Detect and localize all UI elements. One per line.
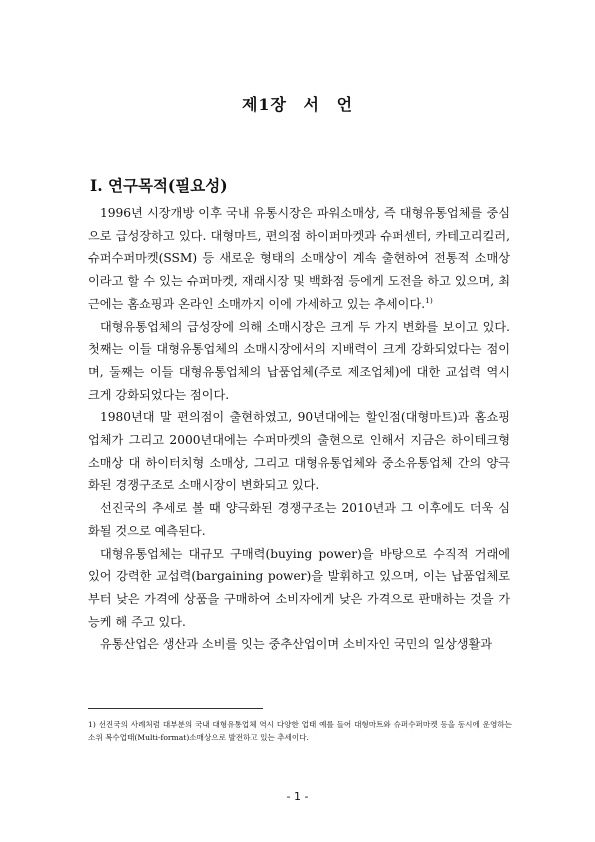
section-heading: Ⅰ. 연구목적(필요성) [90,176,228,195]
paragraph: 대형유통업체는 대규모 구매력(buying power)을 바탕으로 수직적 거래에 있어 강력한 교섭력(bargaining power)을 발휘하고 있으며, 이는 납품업체로부터 낮은 가격에 상품을 구매하여 소비자에게 낮은 가격으로 판매하는 것을 가능케 해 주고 있다. [88,546,510,629]
paragraph-text: 1996년 시장개방 이후 국내 유통시장은 파워소매상, 즉 대형유통업체를 중심으로 급성장하고 있다. 대형마트, 편의점 하이퍼마켓과 슈퍼센터, 카테고리킬러, 슈퍼수퍼마켓(SSM) 등 새로운 형태의 소매상이 계속 출현하여 전통적 소매상이라고 할 수 있는 슈퍼마켓, 재래시장 및 백화점 등에게 도전을 하고 있으며, 최근에는 홈쇼핑과 온라인 소매까지 이에 가세하고 있는 추세이다. [88,206,510,311]
paragraph: 유통산업은 생산과 소비를 잇는 중추산업이며 소비자인 국민의 일상생활과 [100,637,493,652]
paragraph: 대형유통업체의 급성장에 의해 소매시장은 크게 두 가지 변화를 보이고 있다. 첫째는 이들 대형유통업체의 소매시장에서의 지배력이 크게 강화되었다는 점이며, 둘째는 이들 대형유통업체의 납품업체(주로 제조업체)에 대한 교섭력 역시 크게 강화되었다는 점이다. [88,319,510,402]
paragraph [88,202,510,316]
body-text [88,202,510,656]
footnote: 1) 선진국의 사례처럼 대부분의 국내 대형유통업체 역시 다양한 업태 예를 들어 대형마트와 슈퍼수퍼마켓 등을 동시에 운영하는 소위 복수업태(Multi-format)소매상으로 발전하고 있는 추세이다. [88,720,512,742]
page-number: - 1 - [286,790,309,803]
footnote-divider [88,708,263,709]
paragraph: 선진국의 추세로 볼 때 양극화된 경쟁구조는 2010년과 그 이후에도 더욱 심화될 것으로 예측된다. [88,501,510,538]
chapter-title: 제1장 서 언 [241,95,354,114]
footnote-reference[interactable]: 1) [425,295,433,305]
paragraph: 1980년대 말 편의점이 출현하였고, 90년대에는 할인점(대형마트)과 홈쇼핑업체가 그리고 2000년대에는 수퍼마켓의 출현으로 인해서 지금은 하이테크형 소매상 대 하이터치형 소매상, 그리고 대형유통업체와 중소유통업체 간의 양극화된 경쟁구조로 소매시장이 변화되고 있다. [88,410,510,493]
